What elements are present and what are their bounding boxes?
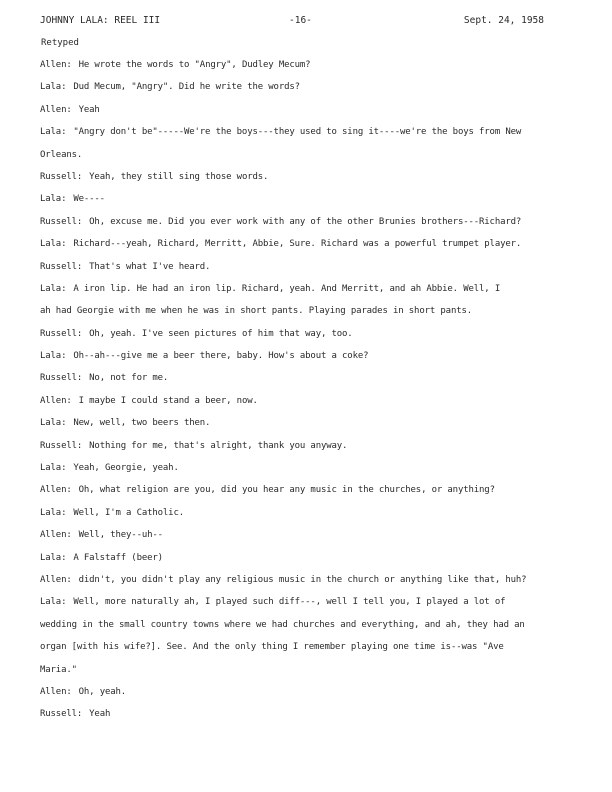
utterance-text: Richard---yeah, Richard, Merritt, Abbie, Sure. Richard was a powerful trumpet player.: [73, 239, 522, 250]
speaker-label: Allen:: [40, 60, 72, 70]
transcript-line: [40, 485, 600, 496]
page-header: [40, 15, 572, 29]
transcript-line: [40, 620, 600, 631]
speaker-label: Lala:: [40, 552, 67, 563]
utterance-text: didn't, you didn't play any religious music in the church or anything like that, huh?: [78, 574, 527, 585]
utterance-text: Oh, excuse me. Did you ever work with any of the other Brunies brothers---Richard?: [89, 216, 522, 227]
speaker-label: Lala:: [40, 82, 67, 93]
speaker-label: Russell:: [40, 261, 83, 272]
transcript-line: [40, 508, 600, 519]
utterance-text: organ [with his wife?]. See. And the only thing I remember playing one time is--was "Ave: [40, 642, 504, 653]
speaker-label: Allen:: [40, 686, 72, 697]
utterance-text: No, not for me.: [89, 373, 169, 384]
transcript-line: [40, 642, 600, 653]
utterance-text: Orleans.: [40, 149, 83, 160]
transcript-line: [40, 239, 600, 250]
transcript-line: [40, 127, 600, 138]
utterance-text: Yeah, Georgie, yeah.: [73, 463, 179, 474]
speaker-label: Lala:: [40, 507, 67, 518]
utterance-text: Dud Mecum, "Angry". Did he write the words?: [73, 82, 300, 93]
speaker-label: Russell:: [40, 328, 83, 339]
utterance-text: That's what I've heard.: [89, 261, 211, 272]
transcript-line: [40, 217, 600, 228]
speaker-label: Allen:: [40, 104, 72, 115]
transcript-line: [40, 150, 600, 161]
speaker-label: Lala:: [40, 597, 67, 608]
transcript-line: [40, 262, 600, 273]
utterance-text: We----: [73, 194, 105, 205]
retyped-label: Retyped: [41, 38, 79, 48]
speaker-label: Lala:: [40, 194, 67, 205]
transcript-line: [40, 351, 600, 362]
speaker-label: Lala:: [40, 418, 67, 429]
header-date: Sept. 24, 1958: [463, 15, 544, 26]
utterance-text: Oh--ah---give me a beer there, baby. How's about a coke?: [73, 351, 369, 362]
transcript-line: [40, 709, 600, 720]
header-title: JOHNNY LALA: REEL III: [40, 15, 161, 26]
utterance-text: Oh, yeah.: [78, 686, 127, 697]
transcript-line: [40, 82, 600, 93]
utterance-text: New, well, two beers then.: [73, 418, 211, 429]
transcript-body: [40, 60, 600, 732]
utterance-text: Yeah: [78, 104, 100, 115]
utterance-text: I maybe I could stand a beer, now.: [78, 395, 258, 406]
transcript-line: [40, 329, 600, 340]
utterance-text: Yeah, they still sing those words.: [89, 171, 269, 182]
utterance-text: wedding in the small country towns where we had churches and everything, and ah, they had an: [40, 619, 525, 630]
transcript-line: [40, 687, 600, 698]
transcript-line: [40, 530, 600, 541]
transcript-line: [40, 306, 600, 317]
speaker-label: Russell:: [40, 373, 83, 384]
transcript-line: [40, 463, 600, 474]
speaker-label: Lala:: [40, 127, 67, 138]
speaker-label: Russell:: [40, 440, 83, 451]
page-number: -16-: [289, 15, 312, 26]
transcript-line: [40, 194, 600, 205]
transcript-line: [40, 441, 600, 452]
transcript-line: [40, 575, 600, 586]
speaker-label: Allen:: [40, 574, 72, 585]
utterance-text: Well, I'm a Catholic.: [73, 507, 184, 518]
utterance-text: Maria.": [40, 664, 77, 675]
transcript-line: [40, 597, 600, 608]
transcript-line: [40, 172, 600, 183]
speaker-label: Allen:: [40, 485, 72, 496]
transcript-line: [40, 665, 600, 676]
speaker-label: Russell:: [40, 216, 83, 227]
utterance-text: Oh, yeah. I've seen pictures of him that way, too.: [89, 328, 353, 339]
utterance-text: He wrote the words to "Angry", Dudley Mecum?: [78, 60, 311, 70]
utterance-text: Oh, what religion are you, did you hear any music in the churches, or anything?: [78, 485, 495, 496]
transcript-line: [40, 373, 600, 384]
speaker-label: Lala:: [40, 239, 67, 250]
utterance-text: A iron lip. He had an iron lip. Richard, yeah. And Merritt, and ah Abbie. Well, I: [73, 283, 501, 294]
speaker-label: Lala:: [40, 351, 67, 362]
speaker-label: Allen:: [40, 395, 72, 406]
utterance-text: Yeah: [89, 709, 111, 720]
transcript-line: [40, 396, 600, 407]
transcript-line: [40, 60, 600, 71]
speaker-label: Russell:: [40, 709, 83, 720]
utterance-text: ah had Georgie with me when he was in short pants. Playing parades in short pants.: [40, 306, 473, 317]
speaker-label: Russell:: [40, 171, 83, 182]
transcript-line: [40, 105, 600, 116]
utterance-text: Well, they--uh--: [78, 530, 163, 541]
utterance-text: Nothing for me, that's alright, thank you anyway.: [89, 440, 348, 451]
speaker-label: Allen:: [40, 530, 72, 541]
utterance-text: "Angry don't be"-----We're the boys---they used to sing it----we're the boys from New: [73, 127, 522, 138]
utterance-text: Well, more naturally ah, I played such diff---, well I tell you, I played a lot of: [73, 597, 506, 608]
speaker-label: Lala:: [40, 283, 67, 294]
transcript-line: [40, 418, 600, 429]
transcript-line: [40, 284, 600, 295]
utterance-text: A Falstaff (beer): [73, 552, 163, 563]
speaker-label: Lala:: [40, 463, 67, 474]
transcript-line: [40, 553, 600, 564]
